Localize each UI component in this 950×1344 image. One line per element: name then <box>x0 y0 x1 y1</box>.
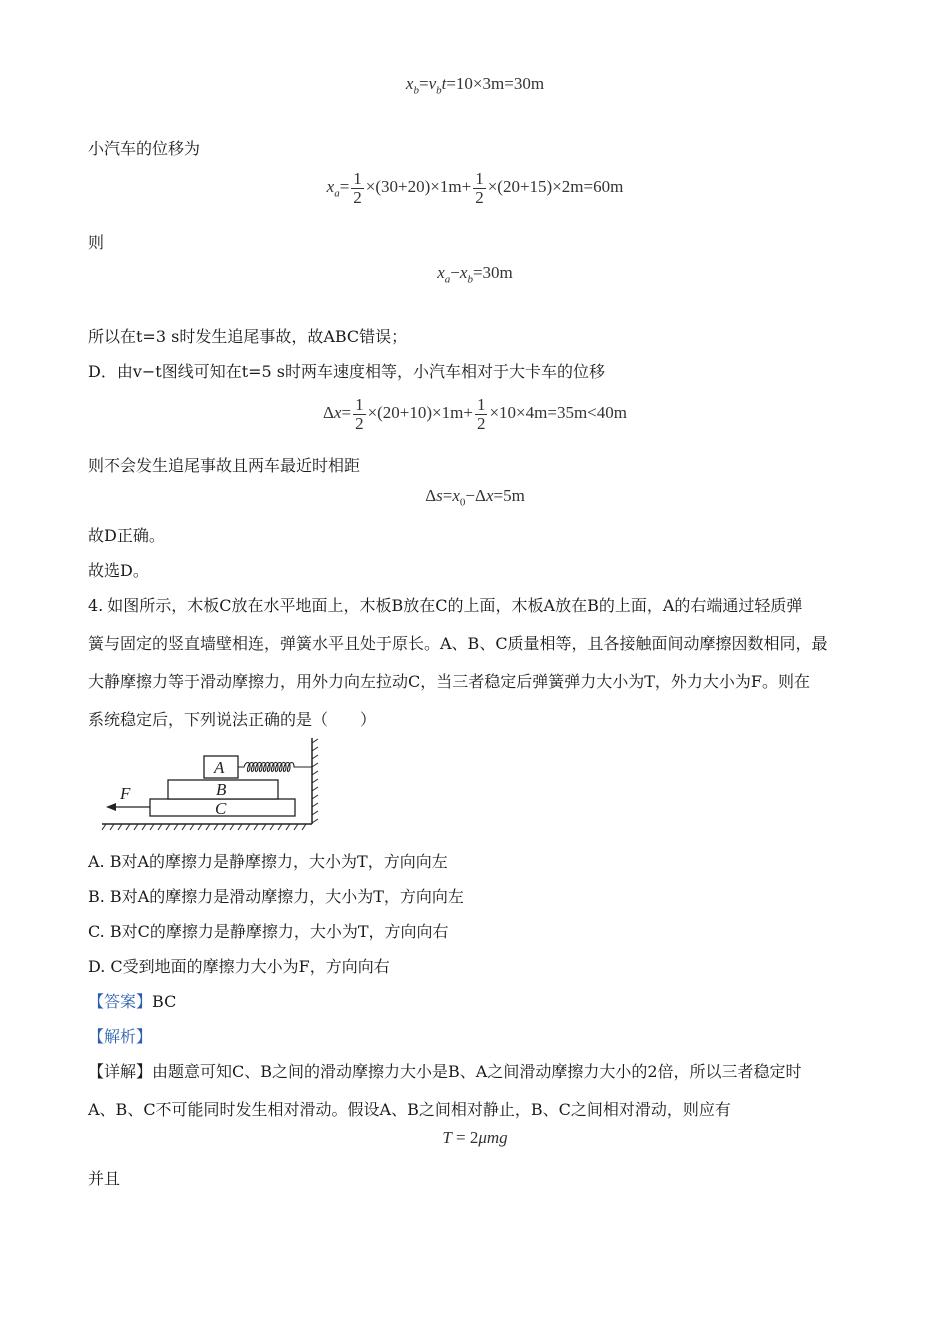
equation-t-render: T = 2μmg <box>442 1128 508 1147</box>
question-stem-1: 如图所示，木板C放在水平地面上，木板B放在C的上面，木板A放在B的上面，A的右端通过轻质弹 <box>107 596 803 615</box>
answer-tag: 【答案】 <box>88 992 153 1011</box>
text-and: 并且 <box>88 1169 121 1188</box>
detail-text-1: 由题意可知C、B之间的滑动摩擦力大小是B、A之间滑动摩擦力大小的2倍，所以三者稳定时 <box>152 1062 802 1081</box>
detail-line-1 <box>88 1059 802 1082</box>
equation-dx <box>0 396 950 433</box>
equation-xa-render: $x_a=$ $\frac{1}{2}$ ×(30+20)×1m+ $\frac{1}{2}$ ×(20+15)×2m=60m <box>326 169 624 207</box>
text-no-collision: 则不会发生追尾事故且两车最近时相距 <box>88 456 361 475</box>
equation-xb <box>0 74 950 96</box>
answer-line <box>88 989 176 1012</box>
label-a: A <box>214 758 225 777</box>
detail-tag: 【详解】 <box>88 1062 153 1081</box>
option-d: D. C受到地面的摩擦力大小为F，方向向右 <box>88 957 390 976</box>
option-c: C. B对C的摩擦力是静摩擦力，大小为T，方向向右 <box>88 922 449 941</box>
board-spring-diagram <box>100 735 330 831</box>
ground-hatch <box>102 824 306 830</box>
text-conclusion-1: 所以在t=3 s时发生追尾事故，故ABC错误； <box>88 327 408 346</box>
label-c: C <box>215 799 227 818</box>
answer-value: BC <box>152 992 177 1011</box>
board-spring-figure <box>100 735 330 835</box>
question-number: 4. <box>88 596 104 615</box>
analysis-tag: 【解析】 <box>88 1027 153 1046</box>
equation-xa <box>0 170 950 207</box>
text-then: 则 <box>88 233 105 252</box>
text-d-intro: D．由v−t图线可知在t=5 s时两车速度相等，小汽车相对于大卡车的位移 <box>88 362 606 381</box>
force-arrowhead <box>106 803 116 811</box>
text-d-correct: 故D正确。 <box>88 526 165 545</box>
equation-t <box>0 1128 950 1148</box>
detail-line-2: A、B、C不可能同时发生相对滑动。假设A、B之间相对静止，B、C之间相对滑动，则应有 <box>88 1100 731 1119</box>
wall-hatch <box>312 739 318 823</box>
question-stem-line-3: 大静摩擦力等于滑动摩擦力，用外力向左拉动C，当三者稳定后弹簧弹力大小为T，外力大小为F。则在 <box>88 672 811 691</box>
label-f: F <box>120 784 131 803</box>
equation-dx-render: Δx= $\frac{1}{2}$ ×(20+10)×1m+ $\frac{1}{2}$ ×10×4m=35m<40m <box>322 395 627 433</box>
question-stem-line-1 <box>88 593 802 616</box>
option-a: A. B对A的摩擦力是静摩擦力，大小为T，方向向左 <box>88 852 448 871</box>
equation-diff-render: $x_a-x_b=30m$ <box>437 263 513 286</box>
spring <box>238 763 312 772</box>
question-stem-line-4: 系统稳定后，下列说法正确的是（ ） <box>88 710 377 729</box>
equation-xb-render: $x_b=v_bt=10\times 3m=30m$ <box>405 74 545 97</box>
label-b: B <box>216 780 227 799</box>
equation-diff <box>0 263 950 285</box>
equation-ds-render: $\Delta s=x_0-\Delta x=5m$ <box>425 486 525 509</box>
question-stem-line-2: 簧与固定的竖直墙壁相连，弹簧水平且处于原长。A、B、C质量相等，且各接触面间动摩擦因数相同，最 <box>88 634 828 653</box>
equation-ds <box>0 486 950 508</box>
option-b: B. B对A的摩擦力是滑动摩擦力，大小为T，方向向左 <box>88 887 464 906</box>
text-car-displacement: 小汽车的位移为 <box>88 139 201 158</box>
text-choose-d: 故选D。 <box>88 561 149 580</box>
